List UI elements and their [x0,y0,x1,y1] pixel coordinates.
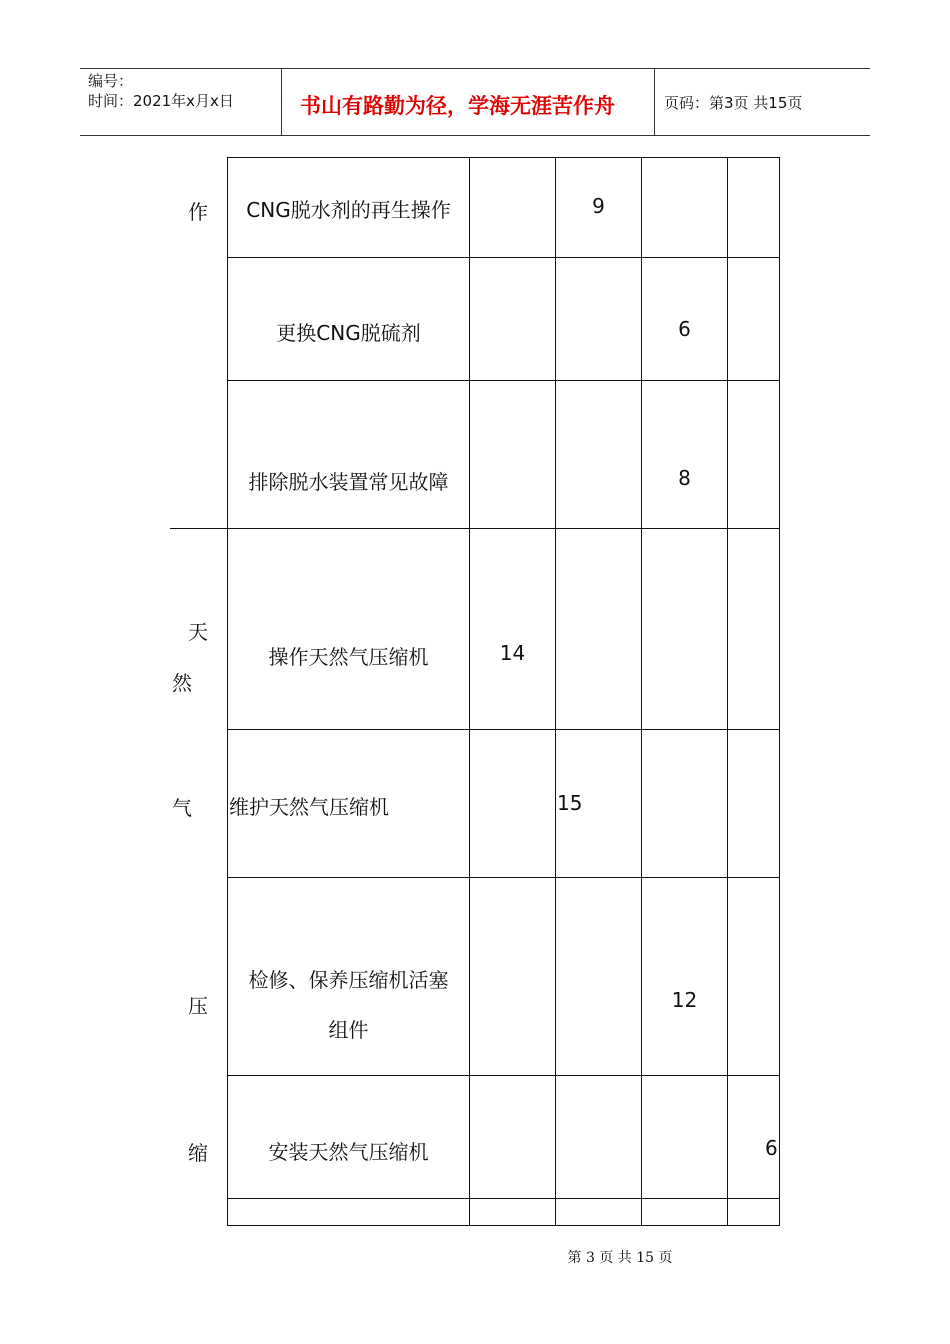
category-char: 气 [172,796,192,820]
header-motto: 书山有路勤为径，学海无涯苦作舟 [300,93,615,118]
task-name: 安装天然气压缩机 [268,1140,429,1164]
category-char: 缩 [188,1141,208,1165]
table-border-right [779,157,780,1226]
value-cell: 15 [557,791,583,815]
table-col-line-1 [469,157,470,1226]
task-name: CNG脱水剂的再生操作 [246,198,451,222]
table-border-bottom [227,1225,780,1226]
category-char: 天 [188,620,208,644]
value-cell: 14 [499,641,526,665]
table-row-line [227,877,780,878]
category-char: 作 [188,200,208,224]
task-name-continued: 组件 [328,1018,369,1042]
page-footer: 第 3 页 共 15 页 [567,1250,673,1266]
header-divider-right [654,68,655,136]
task-name: 检修、保养压缩机活塞 [248,968,449,992]
table-row-line [227,729,780,730]
header-top-rule [80,68,870,69]
value-cell: 9 [592,194,605,218]
table-section-line [170,528,780,529]
value-cell: 8 [678,466,691,490]
value-cell: 6 [765,1136,778,1160]
category-char: 压 [188,994,208,1018]
task-name: 排除脱水装置常见故障 [248,470,449,494]
category-char: 然 [172,671,192,695]
table-row-line [227,1075,780,1076]
table-col-line-2 [555,157,556,1226]
header-divider-left [281,68,282,136]
table-col-line-4 [727,157,728,1226]
table-row-line [227,380,780,381]
value-cell: 12 [671,988,698,1012]
table-row-line [227,257,780,258]
value-cell: 6 [678,317,691,341]
header-page-info: 页码：第3页 共15页 [664,94,803,112]
header-bottom-rule [80,135,870,136]
table-row-line [227,1198,780,1199]
task-name: 操作天然气压缩机 [268,645,429,669]
table-border-top [227,157,780,158]
document-number-label: 编号： [88,72,134,90]
task-name: 更换CNG脱硫剂 [276,321,421,345]
task-name: 维护天然气压缩机 [229,795,389,819]
document-date: 时间：2021年x月x日 [88,92,234,110]
